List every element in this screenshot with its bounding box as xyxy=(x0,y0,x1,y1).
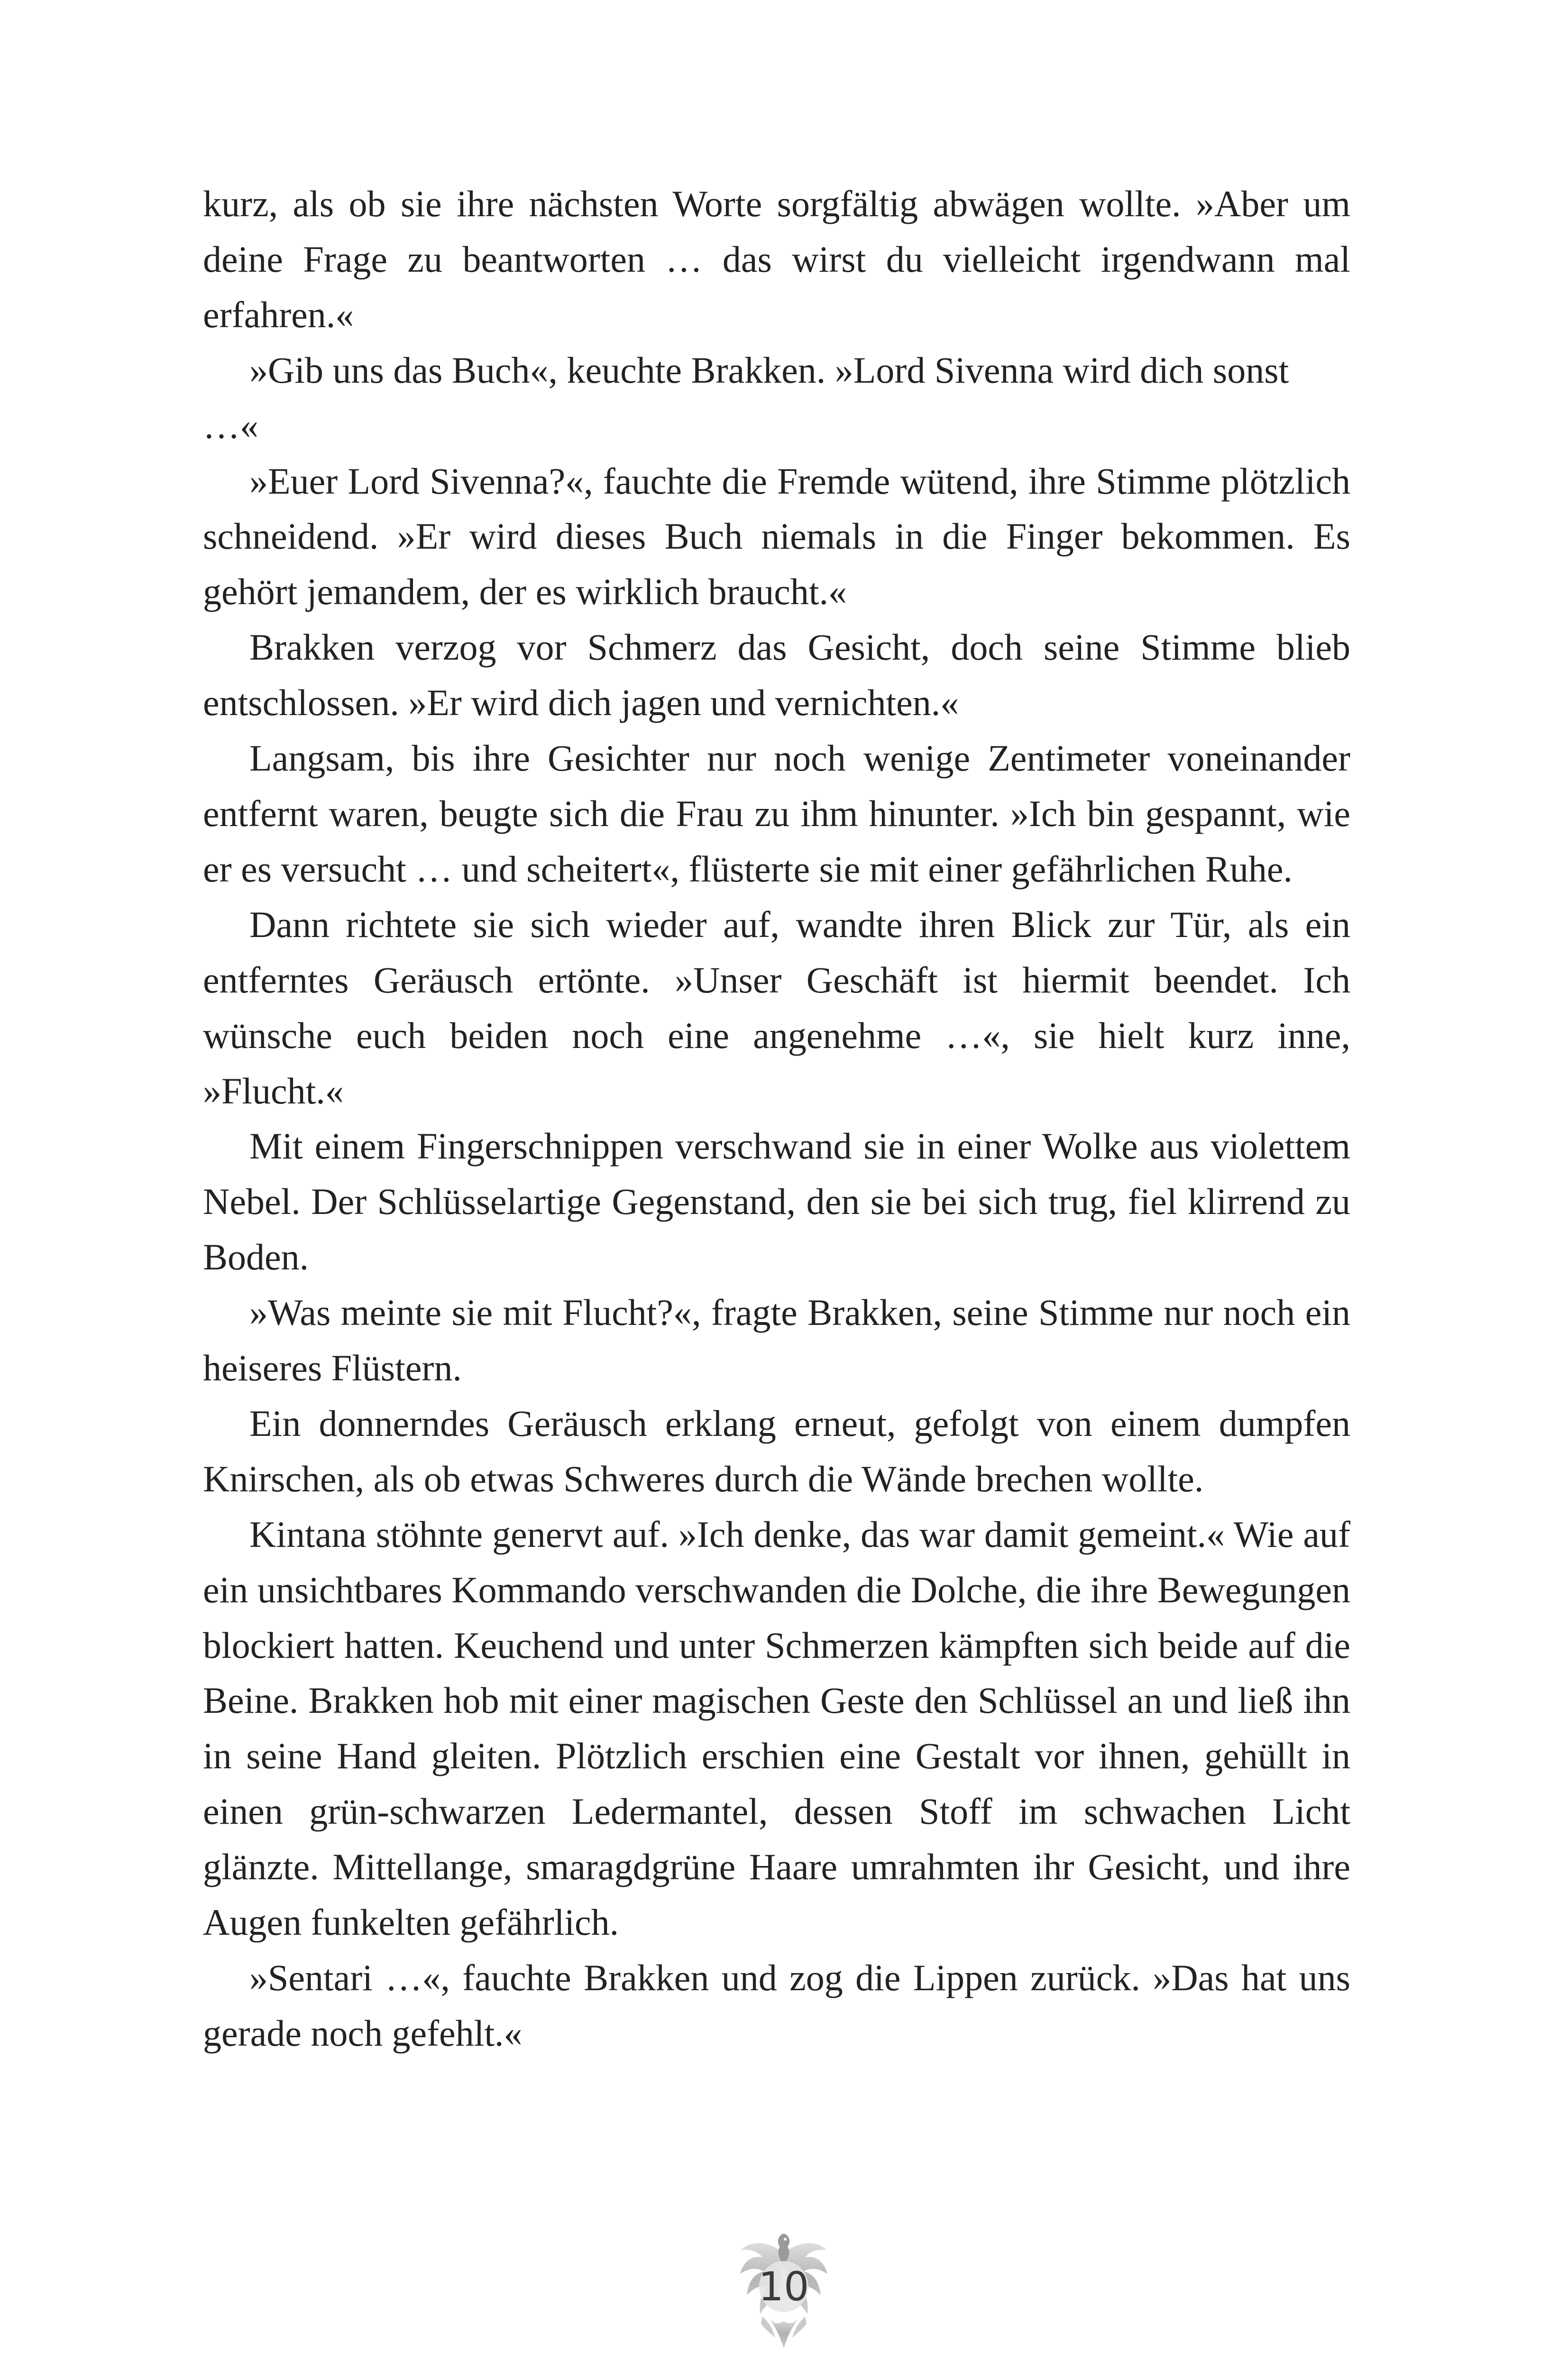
paragraph: Ein donnerndes Geräusch erklang erneut, gefolgt von einem dumpfen Knirschen, als ob etwas Schweres durch die Wände brechen wollte. xyxy=(203,1402,1350,1499)
page-footer xyxy=(736,2224,831,2352)
paragraph: »Euer Lord Sivenna?«, fauchte die Fremde wütend, ihre Stimme plötzlich schneidend. »Er wird dieses Buch niemals in die Finger bekommen. Es gehört jemandem, der es wirklich braucht.« xyxy=(203,460,1350,613)
paragraph: Mit einem Fingerschnippen verschwand sie in einer Wolke aus violettem Nebel. Der Schlüsselartige Gegenstand, den sie bei sich trug, fiel klirrend zu Boden. xyxy=(203,1125,1350,1278)
body-text xyxy=(203,176,1350,2061)
paragraph: Dann richtete sie sich wieder auf, wandte ihren Blick zur Tür, als ein entferntes Geräusch ertönte. »Unser Geschäft ist hiermit beendet. Ich wünsche euch beiden noch eine angenehme …«, sie hielt kurz inne, »Flucht.« xyxy=(203,903,1350,1112)
paragraph: kurz, als ob sie ihre nächsten Worte sorgfältig abwägen wollte. »Aber um deine Frage zu beantworten … das wirst du vielleicht irgendwann mal erfahren.« xyxy=(203,183,1350,335)
paragraph: »Gib uns das Buch«, keuchte Brakken. »Lord Sivenna wird dich sonst …« xyxy=(203,349,1289,446)
paragraph: Langsam, bis ihre Gesichter nur noch wenige Zentimeter voneinander entfernt waren, beugte sich die Frau zu ihm hinunter. »Ich bin gespannt, wie er es versucht … und scheitert«, flüsterte sie mit einer gefährlichen Ruhe. xyxy=(203,737,1350,890)
paragraph: »Was meinte sie mit Flucht?«, fragte Brakken, seine Stimme nur noch ein heiseres Flüstern. xyxy=(203,1292,1350,1389)
page-number: 10 xyxy=(758,2263,809,2310)
paragraph: Brakken verzog vor Schmerz das Gesicht, doch seine Stimme blieb entschlossen. »Er wird dich jagen und vernichten.« xyxy=(203,626,1350,724)
paragraph: Kintana stöhnte genervt auf. »Ich denke, das war damit gemeint.« Wie auf ein unsichtbares Kommando verschwanden die Dolche, die ihre Bewegungen blockiert hatten. Keuchend und unter Schmerzen kämpften sich beide auf die Beine. Brakken hob mit einer magischen Geste den Schlüssel an und ließ ihn in seine Hand gleiten. Plötzlich erschien eine Gestalt vor ihnen, gehüllt in einen grün-schwarzen Ledermantel, dessen Stoff im schwachen Licht glänzte. Mittellange, smaragdgrüne Haare umrahmten ihr Gesicht, und ihre Augen funkelten gefährlich. xyxy=(203,1513,1350,1943)
paragraph: »Sentari …«, fauchte Brakken und zog die Lippen zurück. »Das hat uns gerade noch gefehlt.« xyxy=(203,1957,1350,2054)
